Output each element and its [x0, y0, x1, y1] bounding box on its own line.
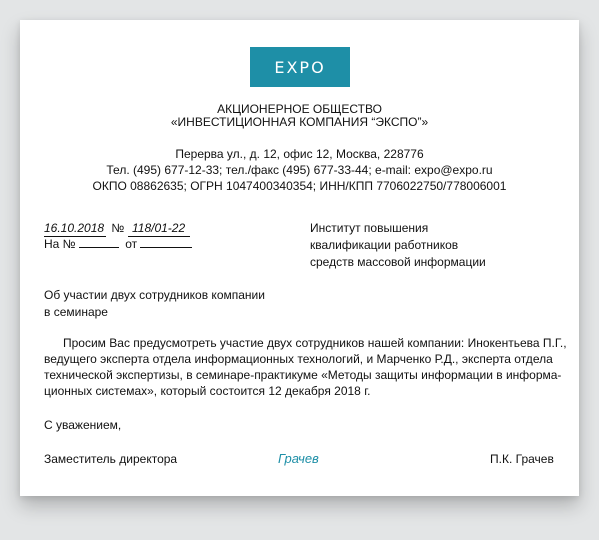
- incoming-date-blank: [140, 237, 192, 248]
- closing: С уважением,: [44, 418, 122, 432]
- on-number-label: На №: [44, 237, 76, 251]
- outgoing-date: 16.10.2018: [44, 221, 105, 235]
- company-logo: EXPO: [250, 47, 350, 87]
- signatory-name: П.К. Грачев: [490, 452, 554, 466]
- recipient-line2: квалификации работников: [310, 238, 459, 252]
- body-line3: технической экспертизы, в семинаре-практикуме «Методы защиты информации в информа-: [44, 368, 562, 382]
- recipient-line1: Институт повышения: [310, 221, 429, 235]
- subject-line1: Об участии двух сотрудников компании: [44, 288, 265, 302]
- signatory-position: Заместитель директора: [44, 452, 178, 466]
- org-name-line2: «ИНВЕСТИЦИОННАЯ КОМПАНИЯ “ЭКСПО”»: [170, 115, 429, 129]
- number-label: №: [111, 221, 125, 235]
- body-line2: ведущего эксперта отдела информационных технологий, и Марченко Р.Д., эксперта отдела: [44, 352, 553, 366]
- incoming-number-blank: [79, 237, 119, 248]
- from-label: от: [125, 237, 138, 251]
- recipient-line3: средств массовой информации: [310, 255, 486, 269]
- body-line4: ционных системах», который состоится 12 декабря 2018 г.: [44, 384, 371, 398]
- subject-line2: в семинаре: [44, 305, 108, 319]
- body-line1: Просим Вас предусмотреть участие двух сотрудников нашей компании: Инокентьева П.Г.,: [63, 336, 567, 350]
- org-phones: Тел. (495) 677-12-33; тел./факс (495) 677-33-44; e-mail: expo@expo.ru: [106, 163, 493, 177]
- org-name-line1: АКЦИОНЕРНОЕ ОБЩЕСТВО: [217, 102, 382, 116]
- outgoing-reference: [44, 221, 190, 237]
- incoming-reference: [44, 237, 192, 252]
- org-codes: ОКПО 08862635; ОГРН 1047400340354; ИНН/КПП 7706022750/778006001: [92, 179, 507, 193]
- letter-sheet: [20, 20, 579, 496]
- outgoing-number: 118/01-22: [128, 221, 190, 237]
- org-address: Перерва ул., д. 12, офис 12, Москва, 228776: [175, 147, 424, 161]
- handwritten-signature: Грачев: [278, 451, 319, 466]
